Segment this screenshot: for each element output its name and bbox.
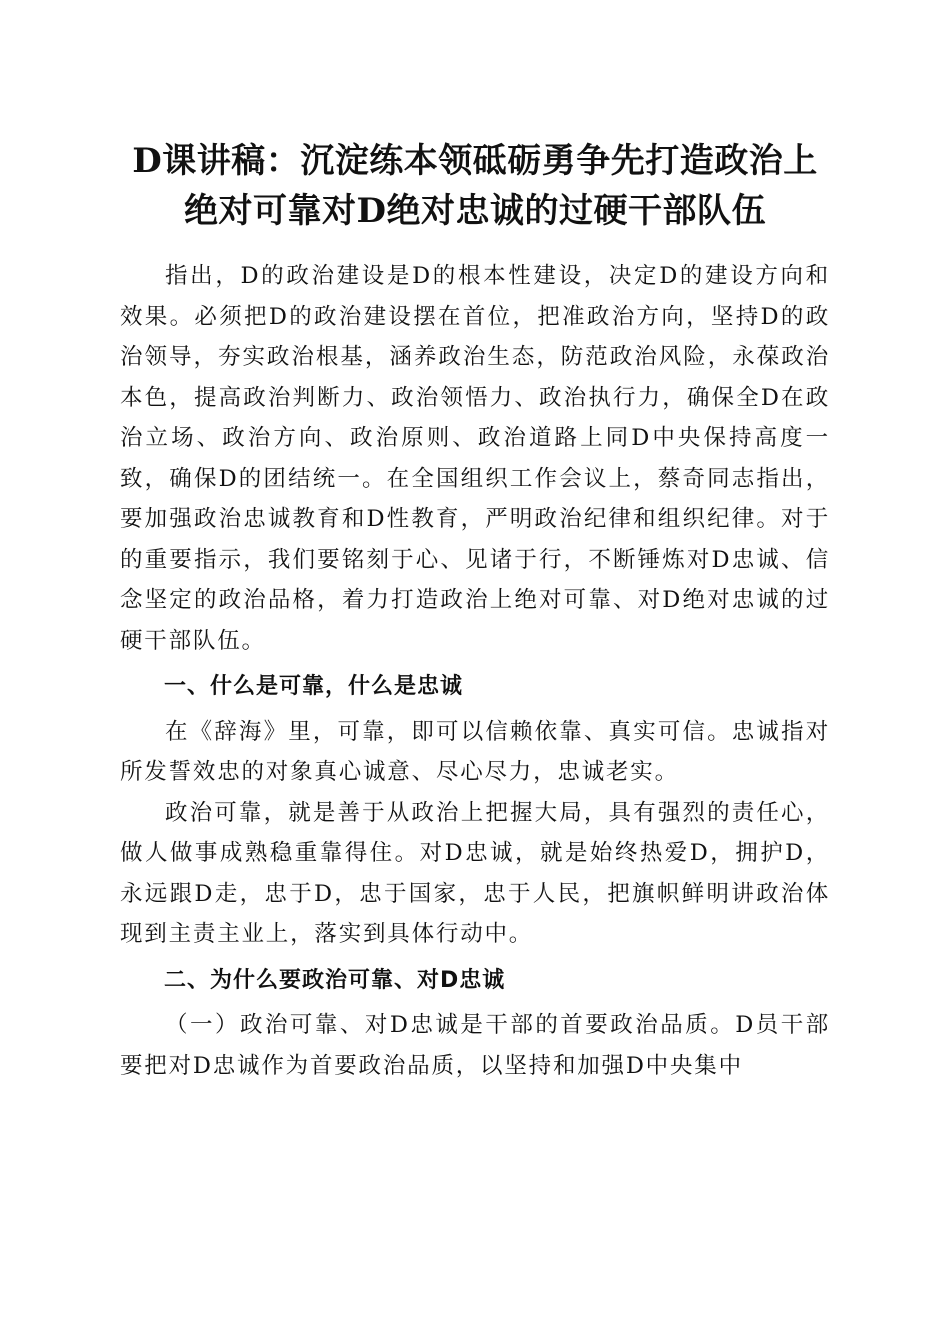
section-heading-2: 二、为什么要政治可靠、对D忠诚 [164,967,506,993]
body-paragraph-subsection-1: （一）政治可靠、对D忠诚是干部的首要政治品质。D员干部要把对D忠诚作为首要政治品质，以坚持和加强D中央集中 [120,1012,830,1079]
document-title-line-1: D课讲稿：沉淀练本领砥砺勇争先打造政治上 [132,141,818,181]
body-paragraph-definition: 在《辞海》里，可靠，即可以信赖依靠、真实可信。忠诚指对所发誓效忠的对象真心诚意、尽心尽力，忠诚老实。 [120,718,830,785]
body-paragraph-political-reliability: 政治可靠，就是善于从政治上把握大局，具有强烈的责任心，做人做事成熟稳重靠得住。对D忠诚，就是始终热爱D，拥护D，永远跟D走，忠于D，忠于国家，忠于人民，把旗帜鲜明讲政治体现到主责主业上，落实到具体行动中。 [120,799,830,947]
section-heading-1: 一、什么是可靠，什么是忠诚 [164,674,464,699]
document-title-line-2: 绝对可靠对D绝对忠诚的过硬干部队伍 [184,191,766,231]
intro-paragraph: 指出，D的政治建设是D的根本性建设，决定D的建设方向和效果。必须把D的政治建设摆在首位，把准政治方向，坚持D的政治领导，夯实政治根基，涵养政治生态，防范政治风险，永葆政治本色，提高政治判断力、政治领悟力、政治执行力，确保全D在政治立场、政治方向、政治原则、政治道路上同D中央保持高度一致，确保D的团结统一。在全国组织工作会议上，蔡奇同志指出，要加强政治忠诚教育和D性教育，严明政治纪律和组织纪律。对于的重要指示，我们要铭刻于心、见诸于行，不断锤炼对D忠诚、信念坚定的政治品格，着力打造政治上绝对可靠、对D绝对忠诚的过硬干部队伍。 [120,263,830,654]
document-body [120,256,830,1086]
